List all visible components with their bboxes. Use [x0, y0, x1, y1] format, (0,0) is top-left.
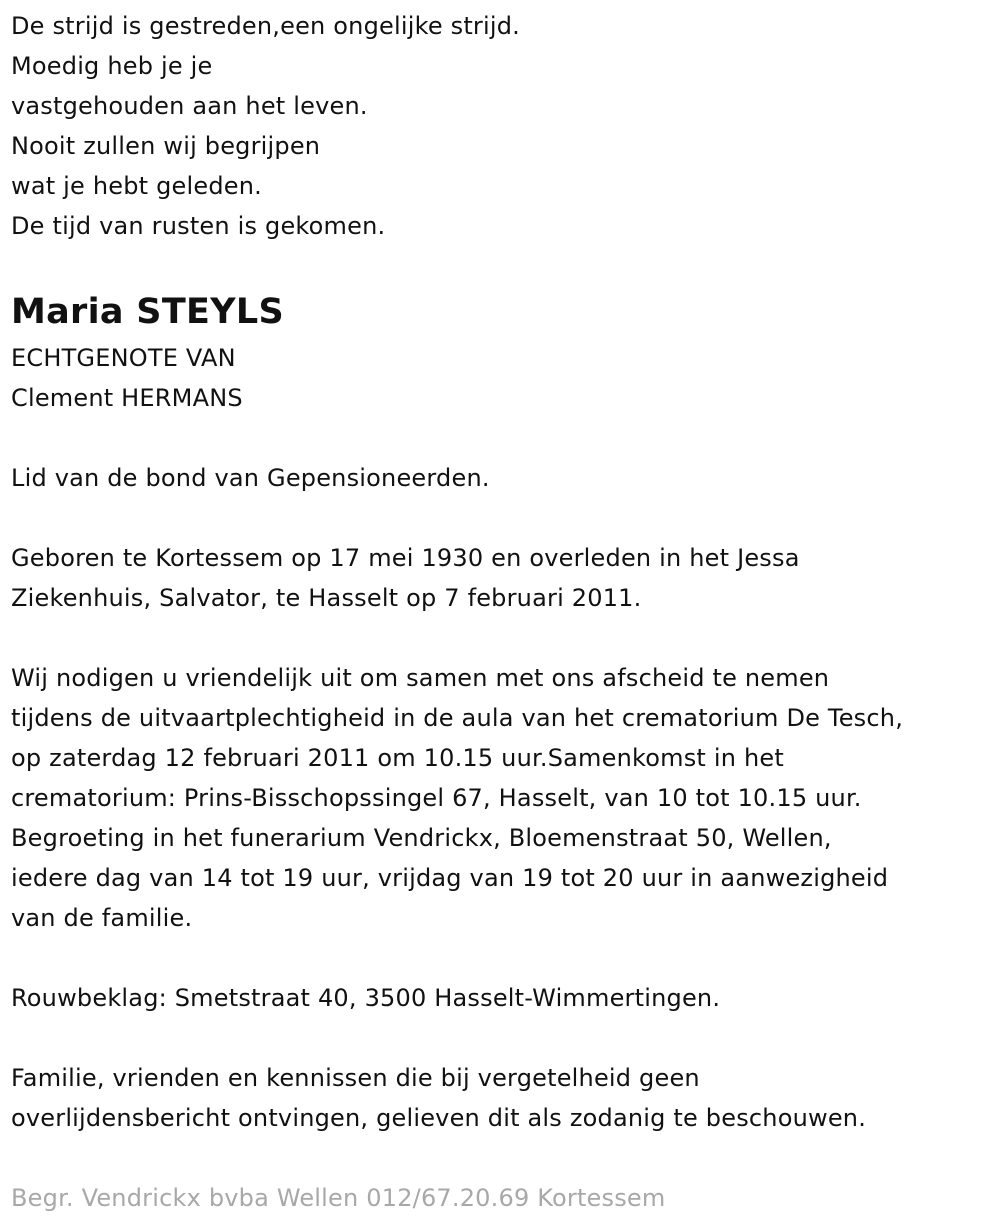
- paragraph-line: Familie, vrienden en kennissen die bij vergetelheid geen: [11, 1064, 700, 1092]
- deceased-name: Maria STEYLS: [11, 292, 284, 332]
- membership-text: Lid van de bond van Gepensioneerden.: [11, 464, 490, 492]
- paragraph-line: Ziekenhuis, Salvator, te Hasselt op 7 februari 2011.: [11, 584, 642, 612]
- paragraph-line: van de familie.: [11, 904, 193, 932]
- invitation-paragraph: [11, 658, 1000, 938]
- condolence-address: Rouwbeklag: Smetstraat 40, 3500 Hasselt-Wimmertingen.: [11, 984, 721, 1012]
- paragraph-line: overlijdensbericht ontvingen, gelieven dit als zodanig te beschouwen.: [11, 1104, 867, 1132]
- paragraph-line: Begroeting in het funerarium Vendrickx, Bloemenstraat 50, Wellen,: [11, 824, 832, 852]
- poem-line: De tijd van rusten is gekomen.: [11, 212, 386, 240]
- birth-death-paragraph: [11, 538, 1000, 618]
- relation-label: ECHTGENOTE VAN: [11, 344, 236, 372]
- paragraph-line: tijdens de uitvaartplechtigheid in de aula van het crematorium De Tesch,: [11, 704, 904, 732]
- poem-line: vastgehouden aan het leven.: [11, 92, 368, 120]
- paragraph-line: Geboren te Kortessem op 17 mei 1930 en overleden in het Jessa: [11, 544, 800, 572]
- paragraph-line: iedere dag van 14 tot 19 uur, vrijdag van 19 tot 20 uur in aanwezigheid: [11, 864, 889, 892]
- poem: [11, 0, 1000, 246]
- paragraph-line: crematorium: Prins-Bisschopssingel 67, Hasselt, van 10 tot 10.15 uur.: [11, 784, 862, 812]
- notice-paragraph: [11, 1058, 1000, 1138]
- poem-line: wat je hebt geleden.: [11, 172, 262, 200]
- paragraph-line: Wij nodigen u vriendelijk uit om samen met ons afscheid te nemen: [11, 664, 830, 692]
- poem-line: De strijd is gestreden,een ongelijke strijd.: [11, 12, 521, 40]
- funeral-director-credit: Begr. Vendrickx bvba Wellen 012/67.20.69 Kortessem: [11, 1184, 666, 1212]
- poem-line: Moedig heb je je: [11, 52, 213, 80]
- paragraph-line: op zaterdag 12 februari 2011 om 10.15 uur.Samenkomst in het: [11, 744, 784, 772]
- spouse-name: Clement HERMANS: [11, 384, 243, 412]
- poem-line: Nooit zullen wij begrijpen: [11, 132, 321, 160]
